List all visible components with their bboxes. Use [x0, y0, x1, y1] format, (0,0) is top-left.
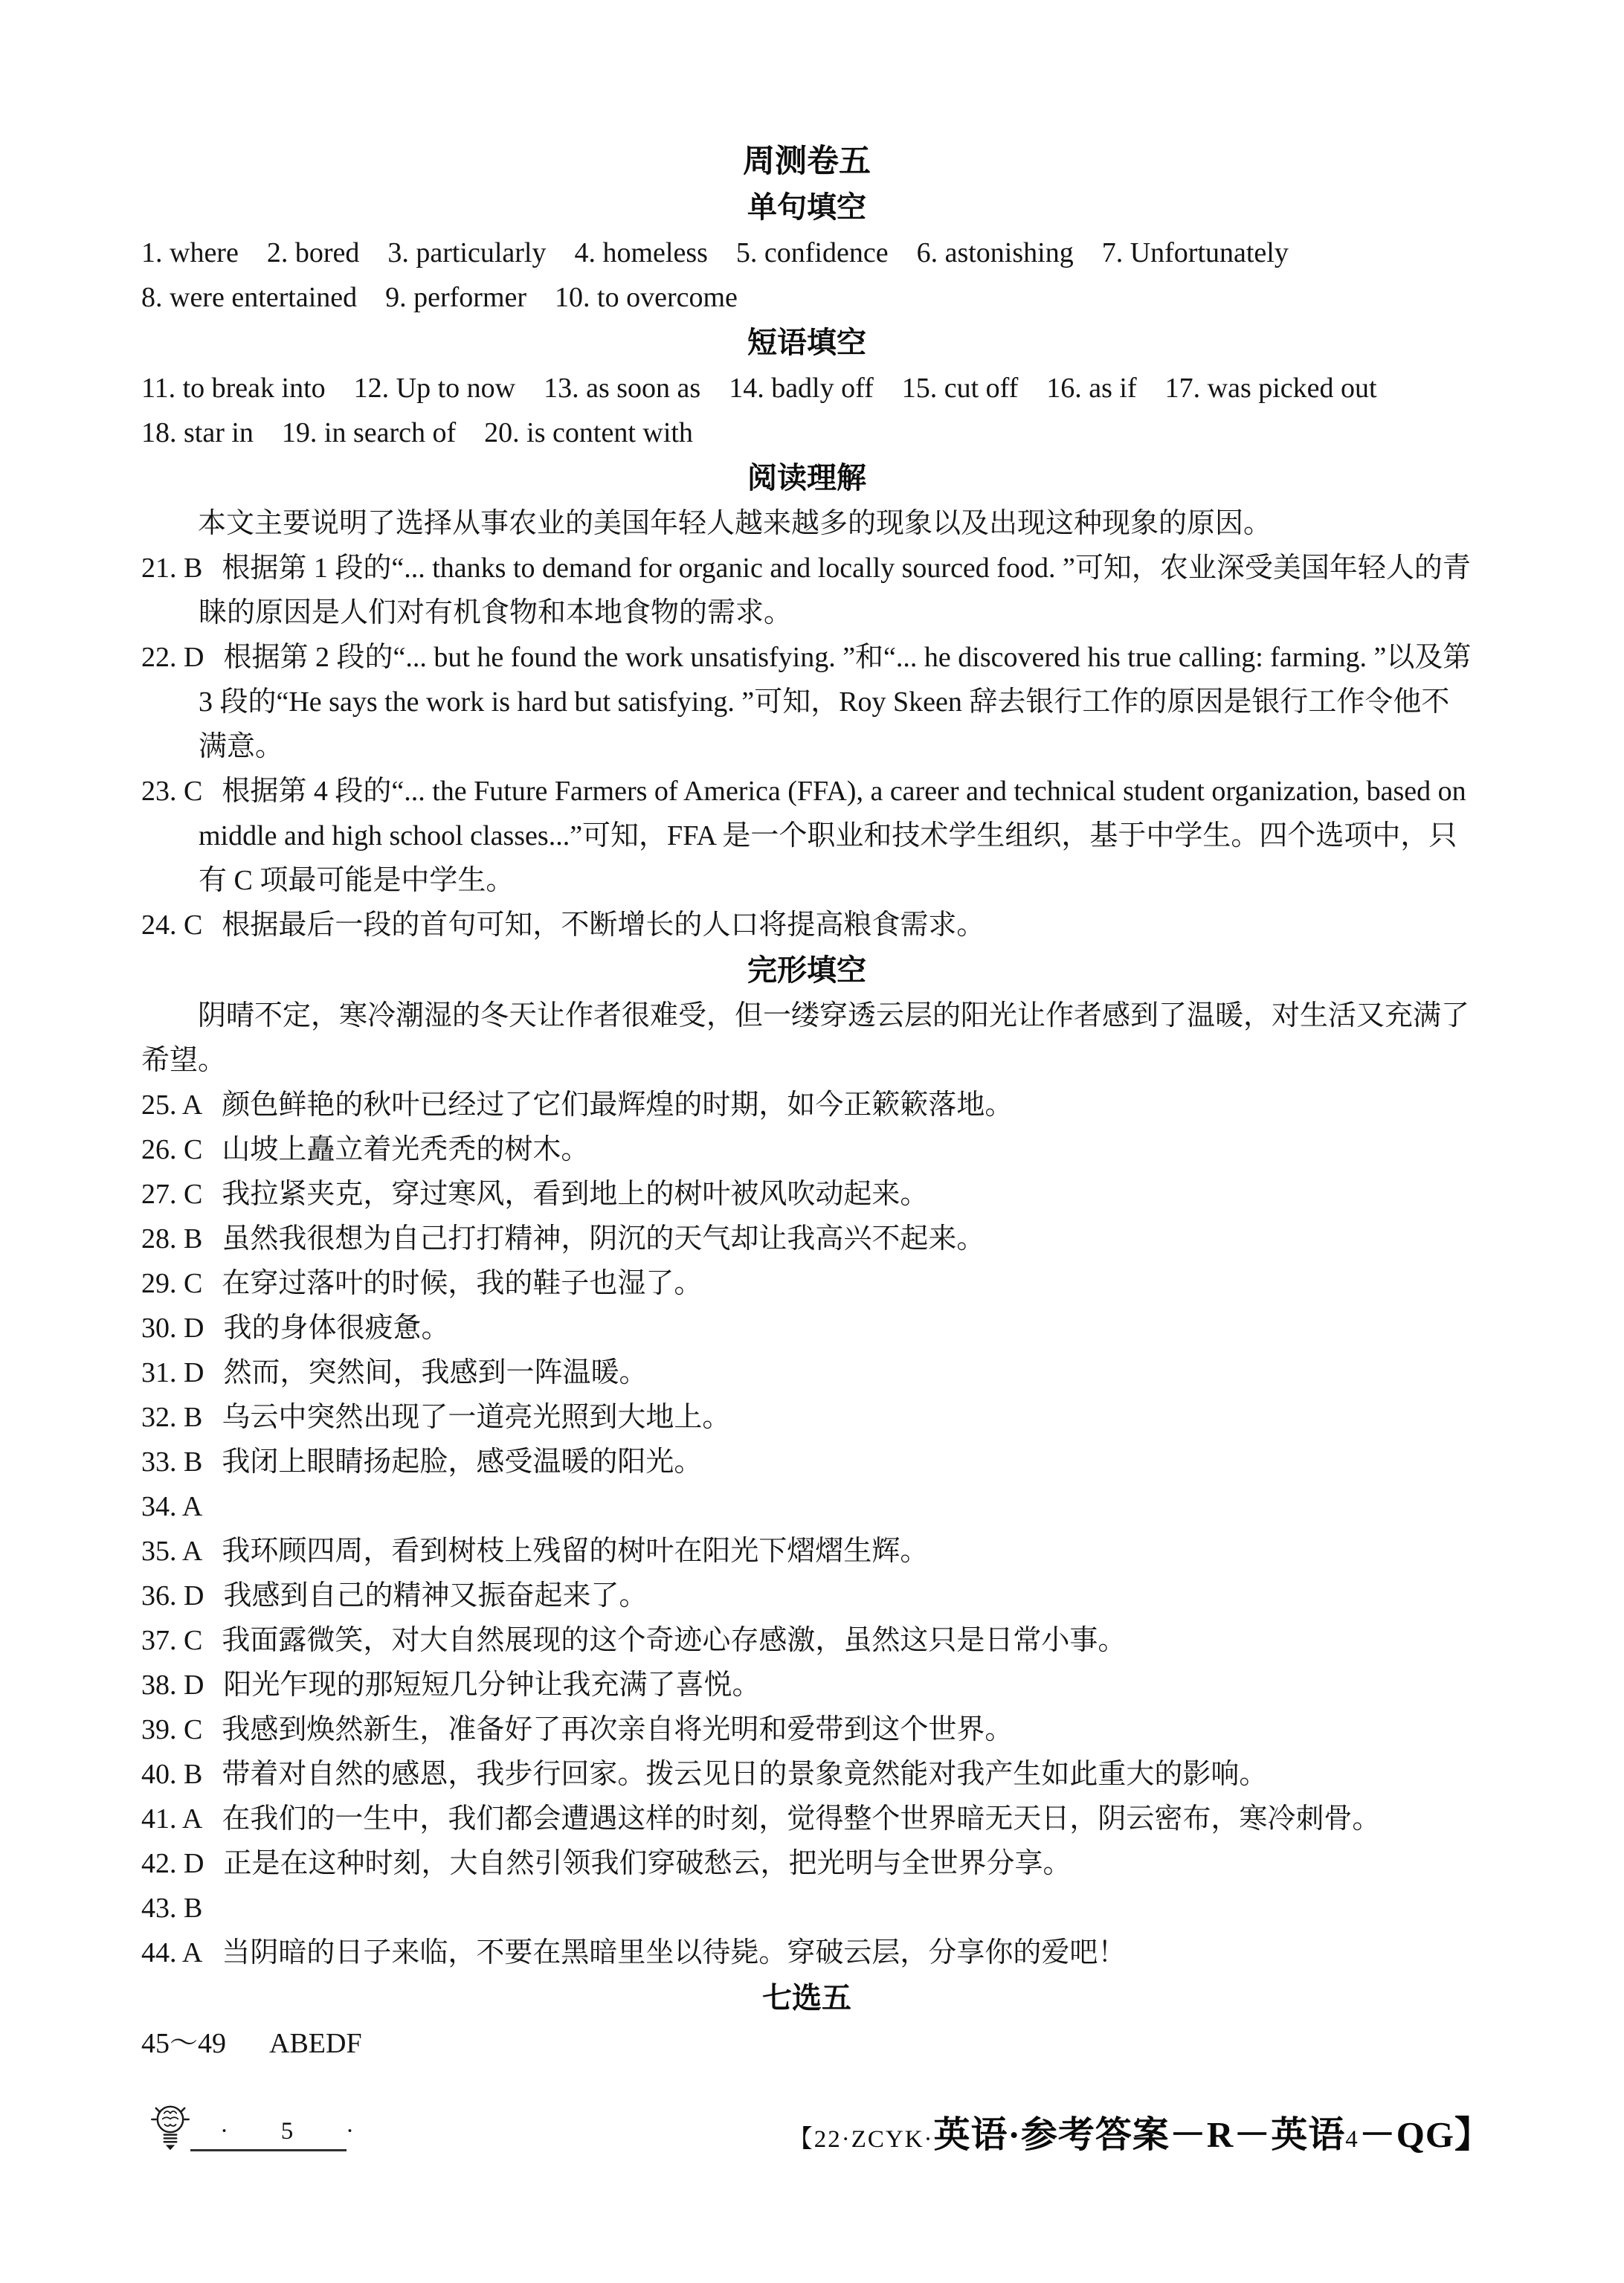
item-explanation: 正是在这种时刻，大自然引领我们穿破愁云，把光明与全世界分享。	[223, 1848, 1072, 1879]
item-number: 36. D	[141, 1580, 204, 1611]
item-number: 29. C	[141, 1268, 203, 1299]
item-explanation: 然而，突然间，我感到一阵温暖。	[223, 1357, 648, 1388]
item-explanation: 当阴暗的日子来临，不要在黑暗里坐以待毙。穿破云层，分享你的爱吧！	[222, 1937, 1127, 1968]
item-explanation: 根据第 2 段的“... but he found the work unsatisfying. ”和“... he discovered his true calling: farming. ”以及第 3 段的“He says the work is hard but satisfying. ”可知，Roy Skeen 辞去银行工作的原因是银行工作令他不满意。	[199, 642, 1472, 762]
item-number: 40. B	[141, 1759, 203, 1790]
section-heading-sentence-fill: 单句填空	[747, 191, 866, 224]
item-number: 21. B	[141, 553, 203, 584]
item-explanation: 根据最后一段的首句可知，不断增长的人口将提高粮食需求。	[222, 909, 985, 941]
answer-item-37	[141, 1618, 1472, 1663]
page-title: 周测卷五	[743, 144, 871, 179]
answer-item-40	[141, 1752, 1472, 1797]
item-explanation: 我的身体很疲惫。	[223, 1313, 450, 1344]
lightbulb-icon	[149, 2103, 192, 2152]
answer-item-22	[141, 635, 1472, 769]
item-explanation: 山坡上矗立着光秃秃的树木。	[222, 1134, 590, 1165]
item-number: 31. D	[141, 1357, 204, 1388]
page-number-row	[220, 2116, 354, 2146]
item-number: 23. C	[141, 776, 203, 807]
item-explanation: 带着对自然的感恩，我步行回家。拨云见日的景象竟然能对我产生如此重大的影响。	[222, 1759, 1268, 1790]
answer-item-27	[141, 1172, 1472, 1217]
item-number: 22. D	[141, 642, 204, 673]
answer-item-21	[141, 546, 1472, 635]
question-range: 45～49	[141, 2028, 227, 2059]
answer-item-32	[141, 1395, 1472, 1440]
answer-line-45-49	[141, 2021, 1472, 2066]
section-heading-cloze: 完形填空	[747, 954, 866, 987]
item-explanation: 在我们的一生中，我们都会遭遇这样的时刻，觉得整个世界暗无天日，阴云密布，寒冷刺骨。	[222, 1803, 1381, 1835]
item-number: 43. B	[141, 1893, 203, 1924]
footer-code-prefix: 【22·ZCYK·	[787, 2126, 934, 2153]
section-heading-reading: 阅读理解	[747, 462, 866, 495]
footer-code-suffix: －QG】	[1359, 2114, 1492, 2155]
item-explanation: 颜色鲜艳的秋叶已经过了它们最辉煌的时期，如今正簌簌落地。	[222, 1089, 1014, 1121]
reading-summary: 本文主要说明了选择从事农业的美国年轻人越来越多的现象以及出现这种现象的原因。	[198, 508, 1272, 539]
item-explanation: 根据第 1 段的“... thanks to demand for organic and locally sourced food. ”可知，农业深受美国年轻人的青睐的原因是人们对有机食物和本地食物的需求。	[199, 553, 1471, 628]
item-number: 39. C	[141, 1714, 203, 1745]
answer-item-30	[141, 1306, 1472, 1350]
page-number: 5	[280, 2118, 294, 2145]
answer-item-31	[141, 1350, 1472, 1395]
answer-item-35	[141, 1529, 1472, 1574]
page-number-left-dot: ·	[220, 2118, 228, 2145]
item-number: 44. A	[141, 1937, 203, 1968]
cloze-summary: 阴晴不定，寒冷潮湿的冬天让作者很难受，但一缕穿透云层的阳光让作者感到了温暖，对生活又充满了希望。	[141, 1000, 1470, 1076]
answer-item-26	[141, 1127, 1472, 1172]
item-number: 26. C	[141, 1134, 203, 1165]
answer-item-42	[141, 1841, 1472, 1886]
item-number: 30. D	[141, 1313, 204, 1344]
page-number-right-dot: ·	[346, 2118, 354, 2145]
footer-code-edition: －R－	[1169, 2114, 1272, 2155]
section-heading-phrase-fill: 短语填空	[747, 326, 866, 359]
item-explanation: 虽然我很想为自己打打精神，阴沉的天气却让我高兴不起来。	[222, 1223, 985, 1255]
answer-item-41	[141, 1797, 1472, 1841]
item-explanation: 在穿过落叶的时候，我的鞋子也湿了。	[222, 1268, 703, 1299]
footer-rule	[190, 2149, 347, 2151]
answer-item-44	[141, 1931, 1472, 1975]
item-number: 34. A	[141, 1491, 203, 1522]
answer-item-38	[141, 1663, 1472, 1707]
item-number: 37. C	[141, 1625, 203, 1656]
item-explanation: 我感到自己的精神又振奋起来了。	[223, 1580, 648, 1611]
item-number: 24. C	[141, 909, 203, 941]
item-number: 35. A	[141, 1536, 203, 1567]
answer-item-23	[141, 769, 1472, 903]
answer-item-36	[141, 1574, 1472, 1618]
item-explanation: 我感到焕然新生，准备好了再次亲自将光明和爱带到这个世界。	[222, 1714, 1014, 1745]
answer-item-28	[141, 1217, 1472, 1261]
item-explanation: 阳光乍现的那短短几分钟让我充满了喜悦。	[223, 1669, 761, 1701]
item-explanation: 我闭上眼睛扬起脸，感受温暖的阳光。	[222, 1446, 703, 1478]
item-explanation: 我环顾四周，看到树枝上残留的树叶在阳光下熠熠生辉。	[222, 1536, 929, 1567]
answer-item-33	[141, 1440, 1472, 1484]
answer-item-34	[141, 1484, 1472, 1529]
answer-line-11-17: 11. to break into 12. Up to now 13. as soon as 14. badly off 15. cut off 16. as if 17. was picked out	[141, 373, 1377, 404]
item-number: 41. A	[141, 1803, 203, 1835]
answer-item-24	[141, 903, 1472, 947]
item-explanation: 我拉紧夹克，穿过寒风，看到地上的树叶被风吹动起来。	[222, 1179, 929, 1210]
answer-item-29	[141, 1261, 1472, 1306]
answer-line-1-7: 1. where 2. bored 3. particularly 4. homeless 5. confidence 6. astonishing 7. Unfortunately	[141, 237, 1289, 268]
footer-code-subject: 英语·参考答案	[933, 2114, 1170, 2155]
page-content	[141, 138, 1472, 2066]
range-answers: ABEDF	[269, 2028, 362, 2059]
item-number: 27. C	[141, 1179, 203, 1210]
item-explanation: 我面露微笑，对大自然展现的这个奇迹心存感激，虽然这只是日常小事。	[222, 1625, 1127, 1656]
item-explanation: 根据第 4 段的“... the Future Farmers of America (FFA), a career and technical student organization, based on middle and high school classes...”可知，FFA 是一个职业和技术学生组织，基于中学生。四个选项中，只有 C 项最可能是中学生。	[199, 776, 1466, 896]
item-number: 32. B	[141, 1402, 203, 1433]
item-number: 42. D	[141, 1848, 204, 1879]
item-number: 33. B	[141, 1446, 203, 1478]
answer-line-8-10: 8. were entertained 9. performer 10. to overcome	[141, 282, 738, 313]
footer-code-volume: 4	[1345, 2126, 1359, 2153]
answer-item-43	[141, 1886, 1472, 1931]
section-heading-seven-choose-five: 七选五	[762, 1982, 851, 2015]
item-explanation: 乌云中突然出现了一道亮光照到大地上。	[222, 1402, 731, 1433]
answer-item-25	[141, 1083, 1472, 1127]
answer-line-18-20: 18. star in 19. in search of 20. is content with	[141, 417, 693, 448]
item-number: 38. D	[141, 1669, 204, 1701]
answer-item-39	[141, 1707, 1472, 1752]
footer-publication-code	[788, 2106, 1492, 2158]
item-number: 28. B	[141, 1223, 203, 1255]
footer-code-subject2: 英语	[1271, 2114, 1346, 2155]
item-number: 25. A	[141, 1089, 203, 1121]
